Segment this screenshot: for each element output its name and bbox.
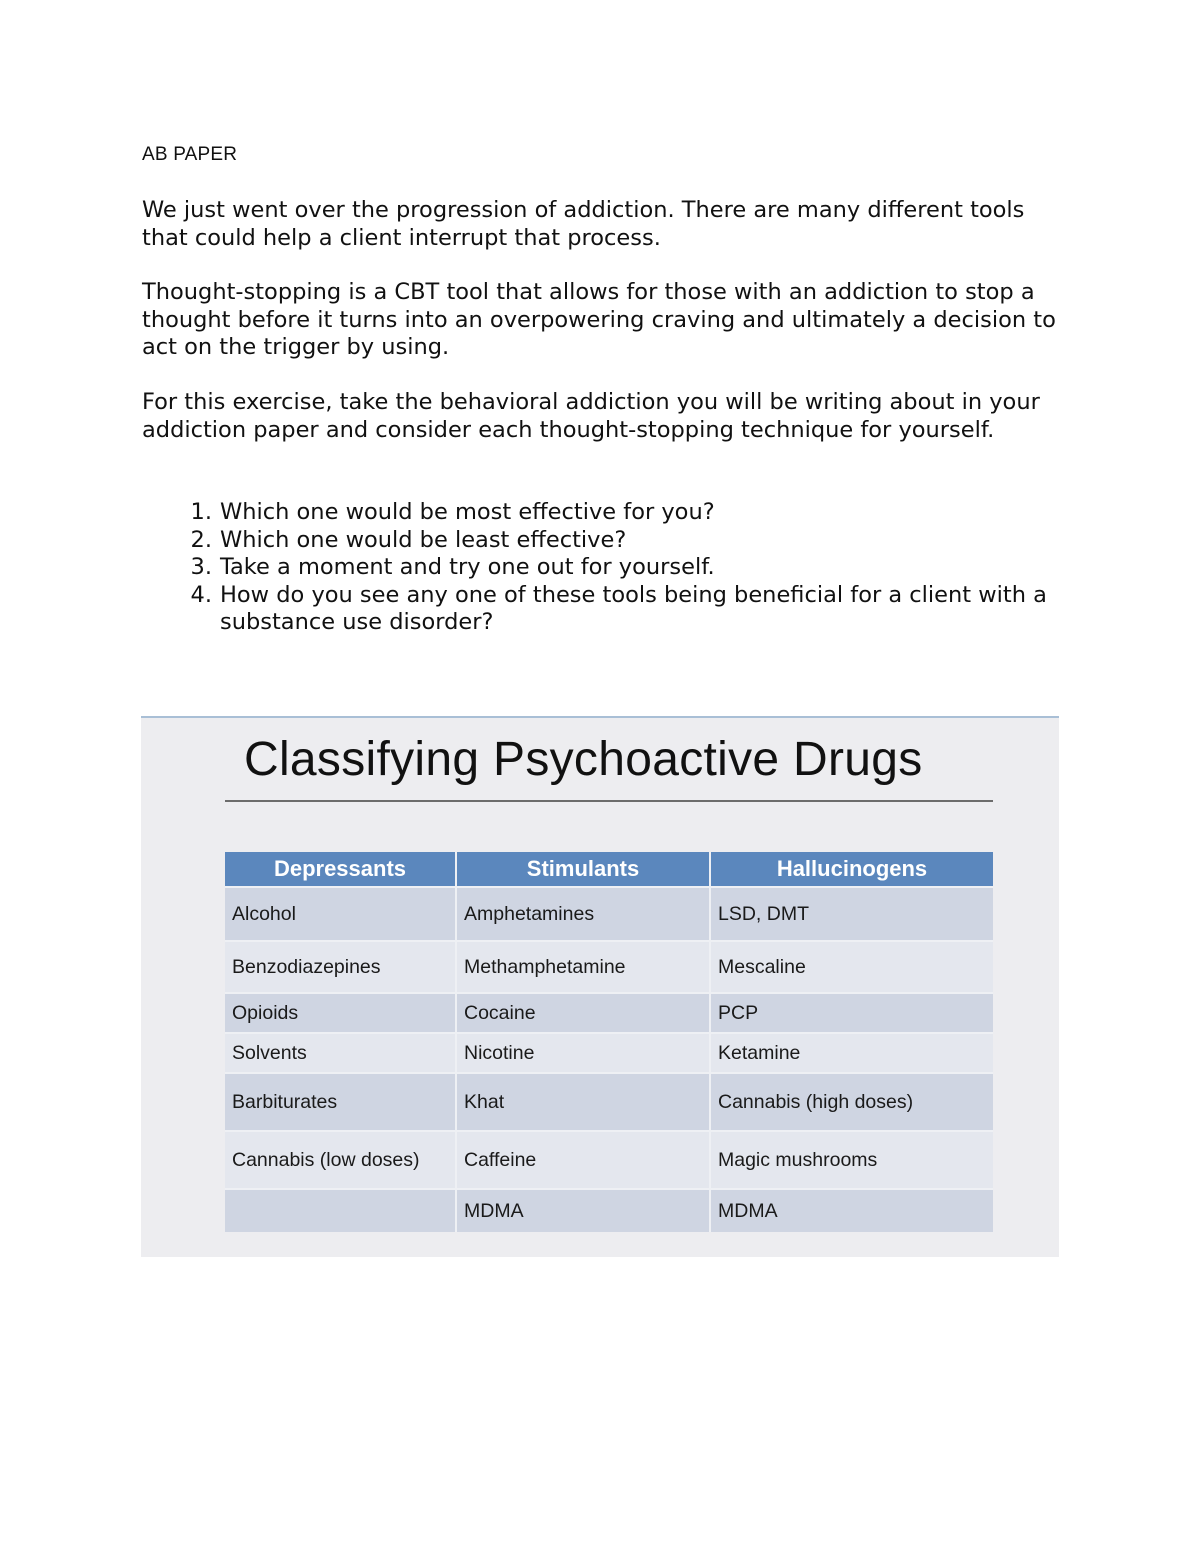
table-cell: Caffeine	[457, 1130, 711, 1188]
table-cell: Methamphetamine	[457, 940, 711, 992]
table-row	[225, 1130, 993, 1188]
table-cell: Amphetamines	[457, 886, 711, 940]
table-cell: Opioids	[225, 992, 457, 1032]
table-row	[225, 886, 993, 940]
table-row	[225, 992, 993, 1032]
question-number: 2.	[190, 526, 212, 553]
table-cell: Nicotine	[457, 1032, 711, 1072]
question-number: 3.	[190, 554, 212, 580]
column-header-depressants: Depressants	[225, 852, 457, 886]
question-list	[142, 499, 1072, 637]
question-text: How do you see any one of these tools being beneficial for a client with a substance use disorder?	[220, 581, 1047, 635]
column-header-stimulants: Stimulants	[457, 852, 711, 886]
document-heading: AB PAPER	[142, 144, 238, 165]
table-header-row	[225, 852, 993, 886]
table-cell: Mescaline	[711, 940, 993, 992]
question-text: Which one would be least effective?	[220, 526, 627, 553]
drug-classification-table	[225, 852, 993, 1232]
table-cell: Barbiturates	[225, 1072, 457, 1130]
slide-image	[141, 716, 1059, 1257]
table-row	[225, 1188, 993, 1232]
exercise-paragraph: For this exercise, take the behavioral addiction you will be writing about in your addiction paper and consider each thought-stopping technique for yourself.	[142, 389, 1040, 443]
table-cell: Magic mushrooms	[711, 1130, 993, 1188]
table-row	[225, 1032, 993, 1072]
table-cell: Cocaine	[457, 992, 711, 1032]
table-cell: Cannabis (high doses)	[711, 1072, 993, 1130]
question-item	[142, 499, 1072, 527]
table-cell: Khat	[457, 1072, 711, 1130]
table-row	[225, 1072, 993, 1130]
question-number: 1.	[190, 499, 212, 525]
table-row	[225, 940, 993, 992]
table-cell: Benzodiazepines	[225, 940, 457, 992]
slide-title: Classifying Psychoactive Drugs	[244, 733, 923, 786]
table-cell: MDMA	[711, 1188, 993, 1232]
column-header-hallucinogens: Hallucinogens	[711, 852, 993, 886]
intro-paragraph: We just went over the progression of addiction. There are many different tools that could help a client interrupt that process.	[142, 197, 1025, 251]
question-item	[142, 527, 1072, 555]
table-cell: Cannabis (low doses)	[225, 1130, 457, 1188]
table-cell: Ketamine	[711, 1032, 993, 1072]
table-cell: PCP	[711, 992, 993, 1032]
question-item	[142, 554, 1072, 582]
question-text: Which one would be most effective for you?	[220, 499, 715, 525]
title-underline	[225, 800, 993, 802]
question-number: 4.	[190, 581, 212, 608]
table-cell	[225, 1188, 457, 1232]
thought-stopping-paragraph: Thought-stopping is a CBT tool that allows for those with an addiction to stop a thought before it turns into an overpowering craving and ultimately a decision to act on the trigger by using.	[142, 279, 1056, 360]
table-cell: LSD, DMT	[711, 886, 993, 940]
table-cell: Alcohol	[225, 886, 457, 940]
question-text: Take a moment and try one out for yourself.	[220, 554, 715, 580]
question-item	[142, 582, 1072, 637]
table-cell: MDMA	[457, 1188, 711, 1232]
table-cell: Solvents	[225, 1032, 457, 1072]
